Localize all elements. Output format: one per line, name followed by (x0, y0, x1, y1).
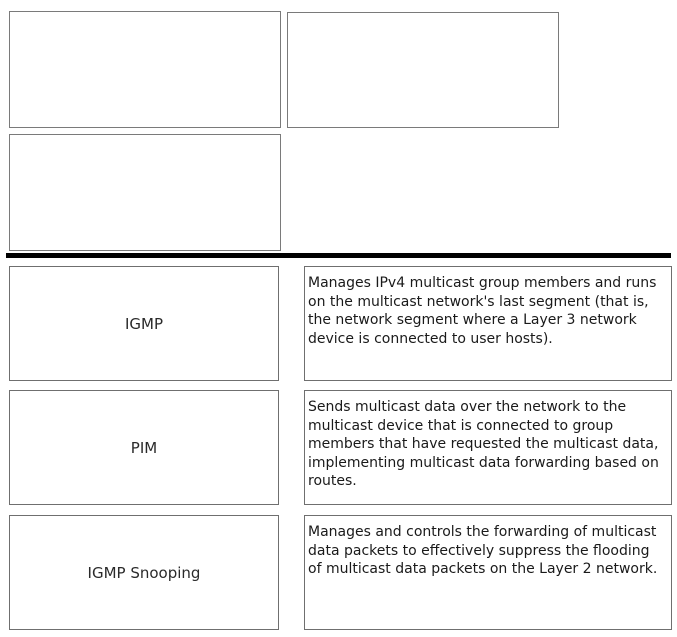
description-text: Manages IPv4 multicast group members and runs on the multicast network's last segment (that is, the network segment where a Layer 3 network device is connected to user hosts). (308, 275, 657, 347)
description-card-pim[interactable] (304, 390, 672, 505)
drop-slot-1[interactable] (9, 11, 281, 128)
term-card-pim[interactable] (9, 390, 279, 505)
description-card-igmp[interactable] (304, 266, 672, 381)
description-text: Manages and controls the forwarding of multicast data packets to effectively suppress the flooding of multicast data packets on the Layer 2 network. (308, 524, 658, 577)
term-card-igmp[interactable] (9, 266, 279, 381)
term-label: IGMP Snooping (87, 563, 201, 582)
term-card-igmp-snooping[interactable] (9, 515, 279, 630)
drop-slot-2[interactable] (287, 12, 559, 128)
description-text: Sends multicast data over the network to the multicast device that is connected to group members that have requested the multicast data, implementing multicast data forwarding based on routes. (308, 399, 659, 489)
term-label: PIM (130, 438, 158, 457)
term-label: IGMP (124, 314, 164, 333)
drop-slot-3[interactable] (9, 134, 281, 251)
description-card-igmp-snooping[interactable] (304, 515, 672, 630)
section-divider (6, 253, 671, 258)
